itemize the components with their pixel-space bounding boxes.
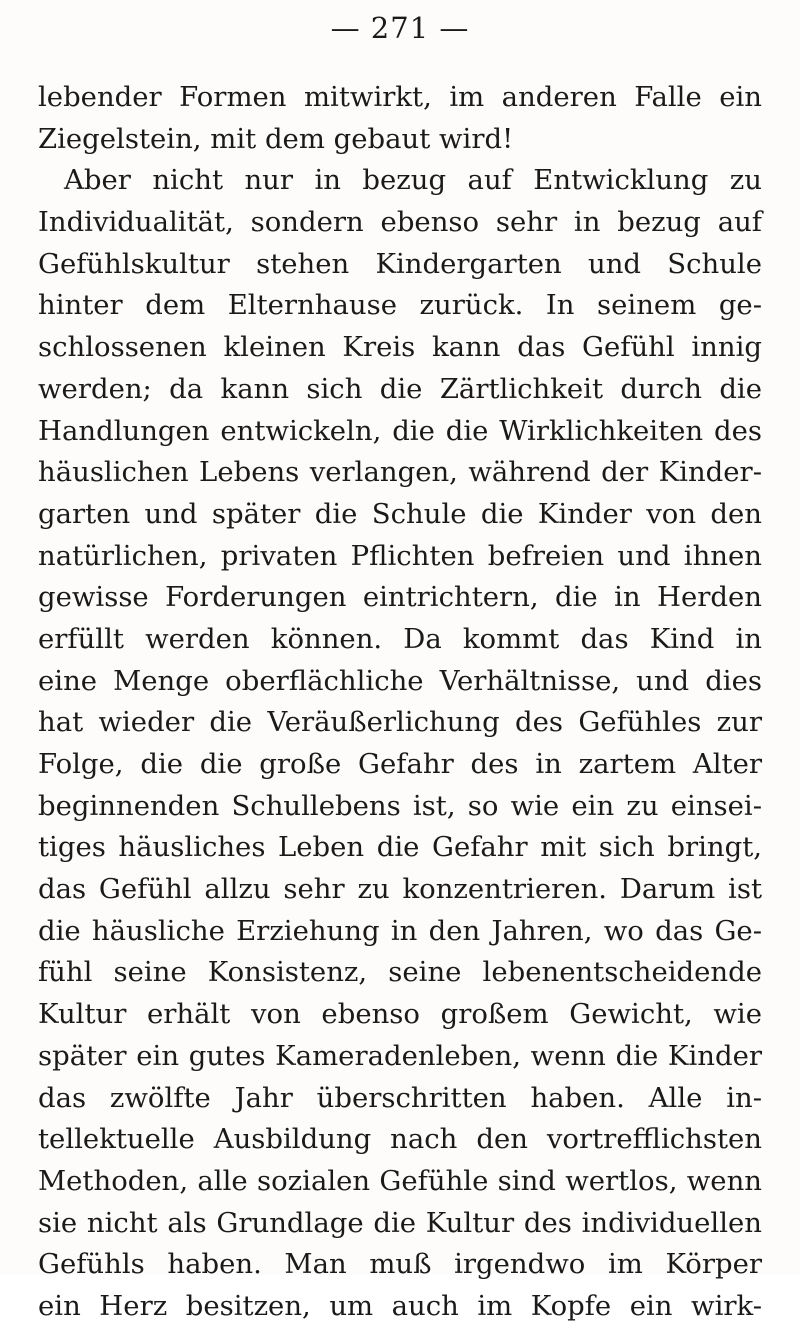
text-line: häuslichen Lebens verlangen, während der Kinder- xyxy=(38,456,762,489)
text-line: sie nicht als Grundlage die Kultur des individuellen xyxy=(38,1206,762,1239)
text-line: die häusliche Erziehung in den Jahren, wo das Ge- xyxy=(38,914,762,947)
text-line: ein Herz besitzen, um auch im Kopfe ein wirk- xyxy=(38,1289,762,1322)
page-number: — 271 — xyxy=(330,11,470,45)
text-line: Aber nicht nur in bezug auf Entwicklung zu xyxy=(64,164,762,197)
text-line: das Gefühl allzu sehr zu konzentrieren. Darum ist xyxy=(38,873,762,906)
text-line: Folge, die die große Gefahr des in zartem Alter xyxy=(38,748,762,780)
text-line: eine Menge oberflächliche Verhältnisse, und dies xyxy=(38,664,762,697)
text-line: tiges häusliches Leben die Gefahr mit sich bringt, xyxy=(38,831,762,864)
text-line: garten und später die Schule die Kinder von den xyxy=(38,497,762,530)
text-line: gewisse Forderungen eintrichtern, die in Herden xyxy=(38,581,762,614)
text-line: Gefühlskultur stehen Kindergarten und Schule xyxy=(38,247,762,280)
text-line: beginnenden Schullebens ist, so wie ein zu einsei- xyxy=(38,789,762,822)
text-line: Individualität, sondern ebenso sehr in bezug auf xyxy=(38,206,762,239)
text-line: Handlungen entwickeln, die die Wirklichkeiten des xyxy=(38,414,762,447)
text-line: später ein gutes Kameradenleben, wenn die Kinder xyxy=(38,1039,762,1072)
body-text xyxy=(38,77,762,1328)
text-line: tellektuelle Ausbildung nach den vortrefflichsten xyxy=(38,1123,762,1156)
text-line: hat wieder die Veräußerlichung des Gefühles zur xyxy=(38,706,762,739)
text-line: werden; da kann sich die Zärtlichkeit durch die xyxy=(38,372,762,405)
text-line: fühl seine Konsistenz, seine lebenentscheidende xyxy=(38,956,762,989)
text-line: das zwölfte Jahr überschritten haben. Alle in- xyxy=(38,1081,762,1114)
text-line: schlossenen kleinen Kreis kann das Gefühl innig xyxy=(38,331,762,364)
text-line: Gefühls haben. Man muß irgendwo im Körper xyxy=(38,1248,762,1281)
text-line: Ziegelstein, mit dem gebaut wird! xyxy=(38,122,514,155)
text-line: Kultur erhält von ebenso großem Gewicht, wie xyxy=(38,998,762,1031)
text-line: natürlichen, privaten Pflichten befreien und ihnen xyxy=(38,539,762,572)
text-line: lebender Formen mitwirkt, im anderen Falle ein xyxy=(38,81,762,113)
text-line: hinter dem Elternhause zurück. In seinem ge- xyxy=(38,289,762,322)
text-line: Methoden, alle sozialen Gefühle sind wertlos, wenn xyxy=(38,1164,762,1197)
text-line: erfüllt werden können. Da kommt das Kind in xyxy=(38,622,762,655)
